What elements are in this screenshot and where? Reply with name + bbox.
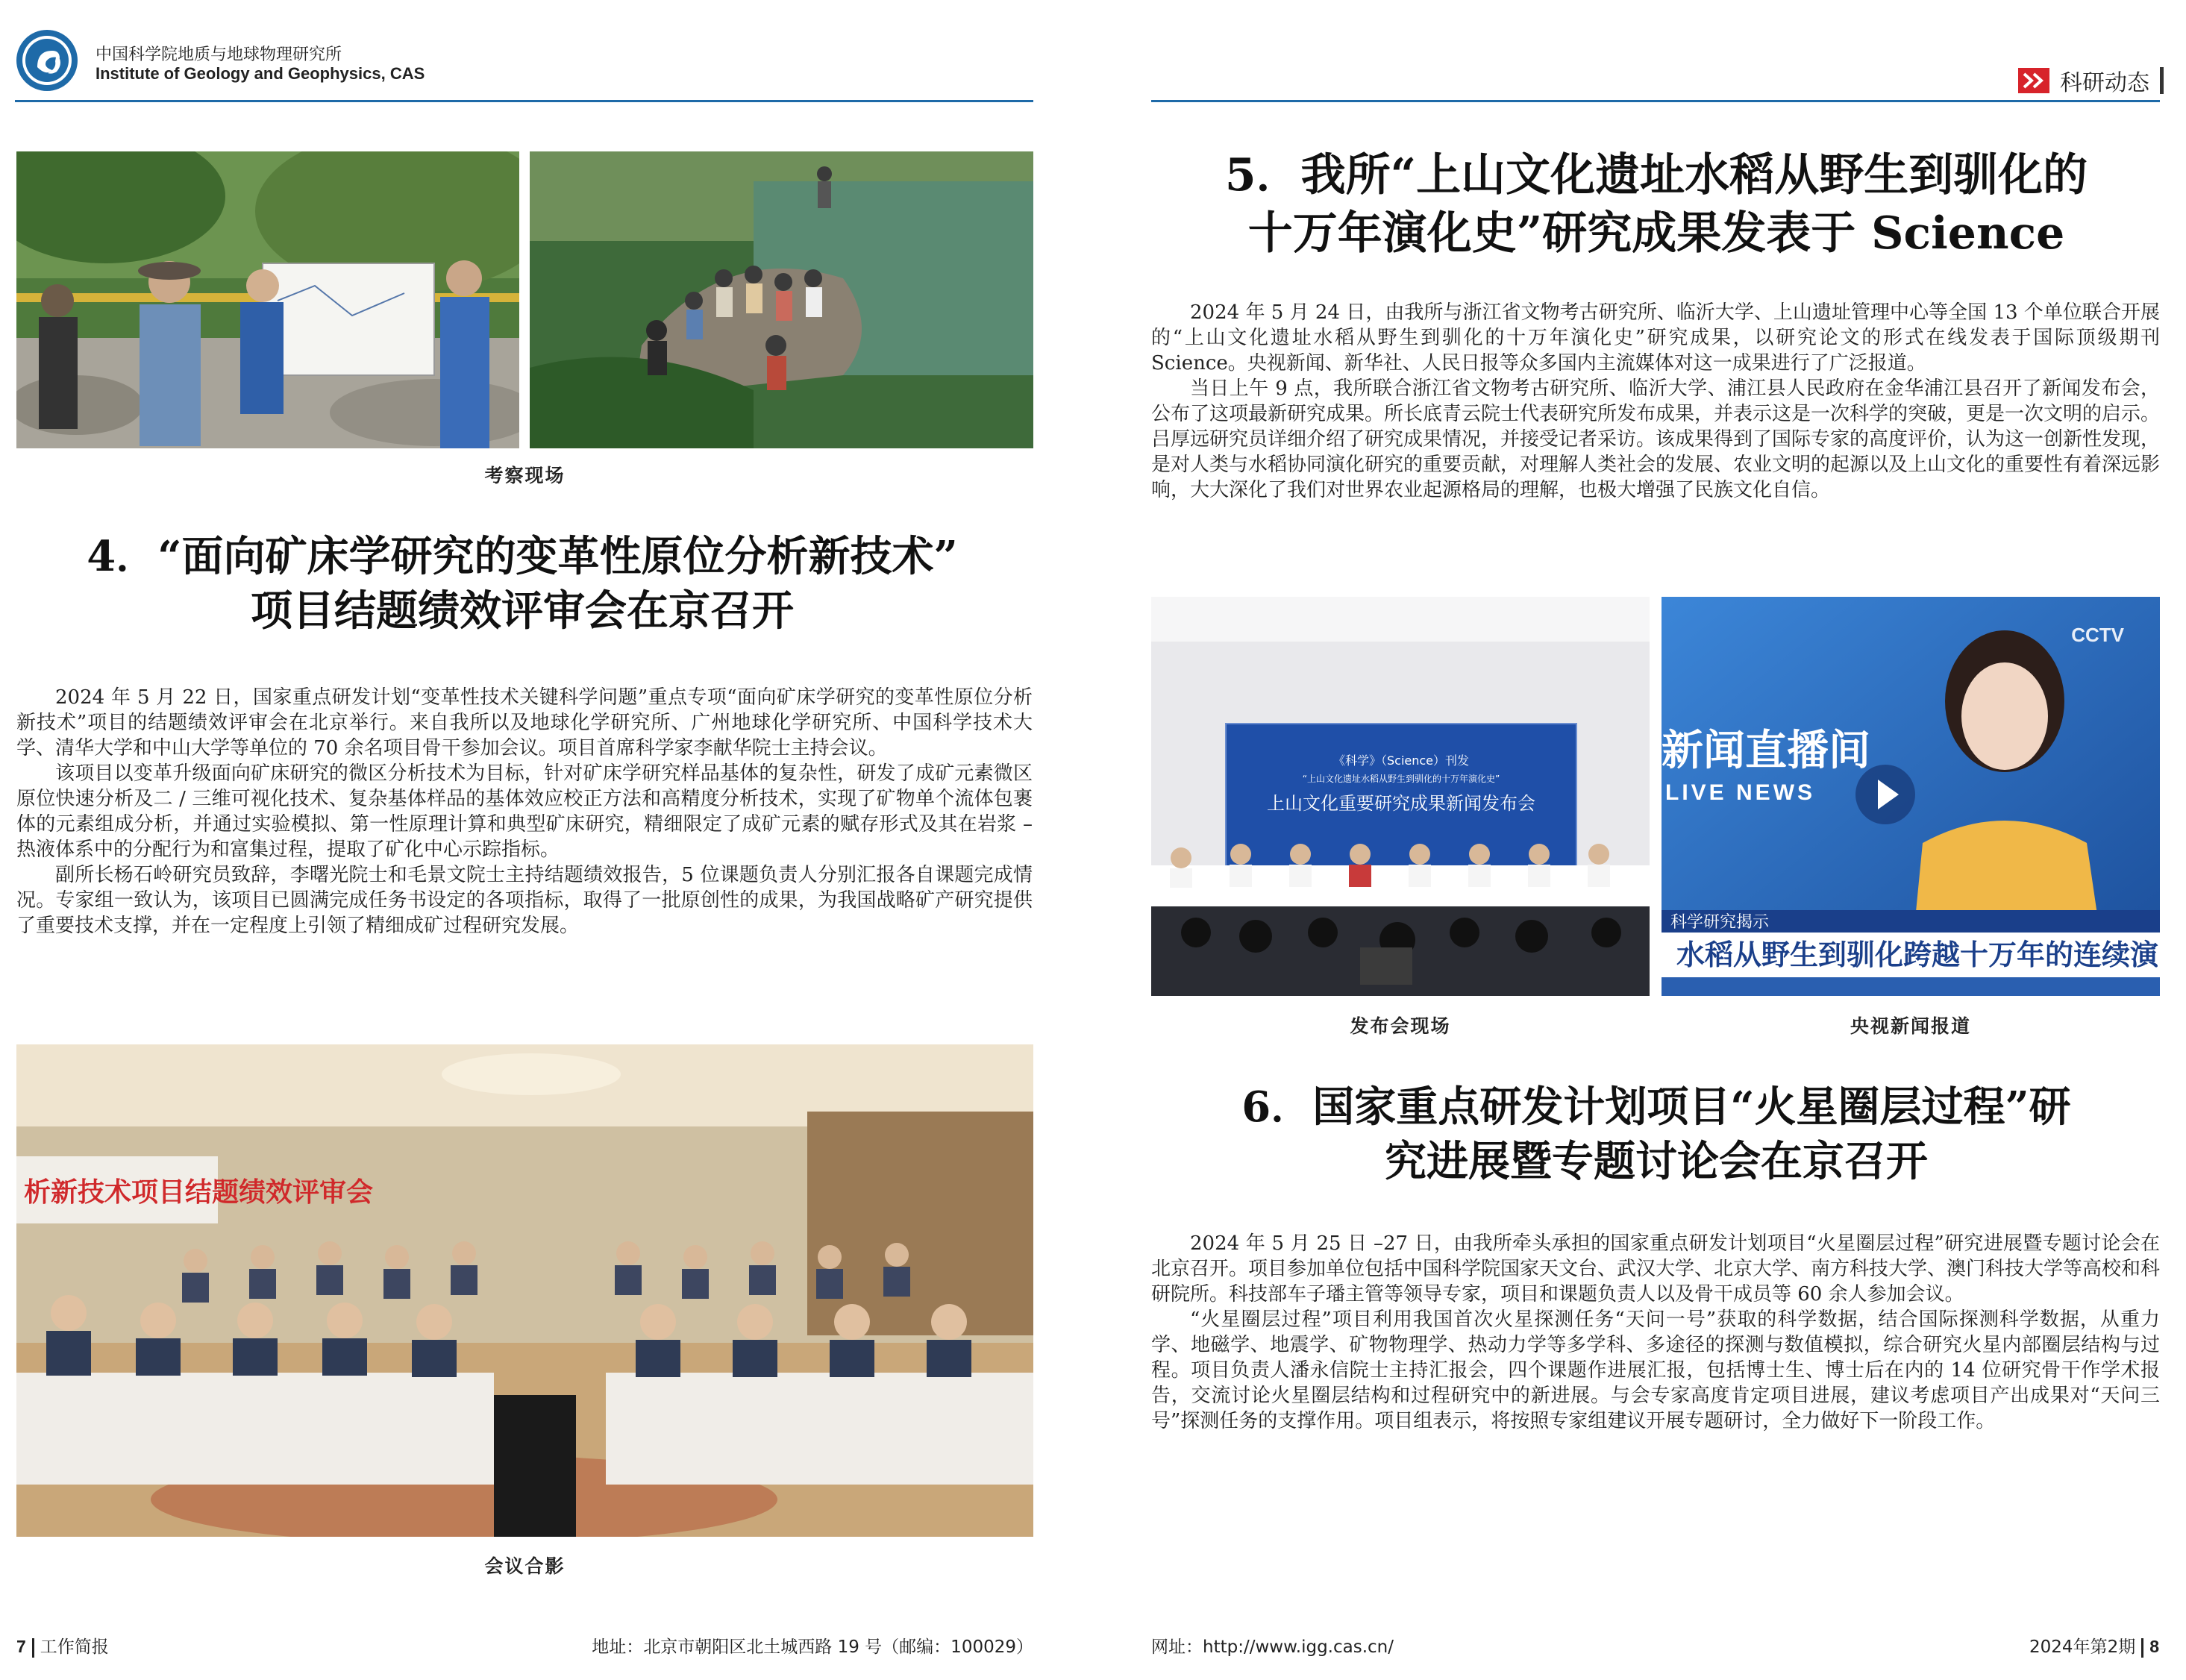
left-footer-page — [16, 1633, 109, 1658]
footer-address: 地址：北京市朝阳区北土城西路 19 号（邮编：100029） — [592, 1637, 1033, 1657]
article4-title-line2: 项目结题绩效评审会在京召开 — [251, 586, 794, 636]
caption-field-visit: 考察现场 — [484, 465, 566, 486]
caption-cctv-news: 央视新闻报道 — [1850, 1015, 1971, 1037]
page-number-left: 7 — [16, 1637, 26, 1656]
news-tag: 科学研究揭示 — [1670, 913, 1770, 932]
field-visit-photo-2 — [530, 151, 1033, 448]
cctv-brand: CCTV — [2071, 624, 2124, 646]
caption-group-photo: 会议合影 — [484, 1555, 566, 1577]
section-label: 科研动态 — [2060, 70, 2149, 96]
article4-paragraph: 2024 年 5 月 22 日，国家重点研发计划“变革性技术关键科学问题”重点专项“面向矿床学研究的变革性原位分析新技术”项目的结题绩效评审会在北京举行。来自我所以及地球化学研究所、广州地球化学研究所、中国科学技术大学、清华大学和中山大学等单位的 70 余名项目骨干参加会议。项目首席科学家李献华院士主持会议。 — [16, 686, 1033, 759]
caption-press-conference: 发布会现场 — [1350, 1015, 1451, 1037]
institute-name-en: Institute of Geology and Geophysics, CAS — [95, 64, 425, 83]
press-conference-photo — [1151, 597, 1650, 996]
section-tag — [2018, 64, 2164, 97]
article4-paragraph: 该项目以变革升级面向矿床研究的微区分析技术为目标，针对矿床学研究样品基体的复杂性，研发了成矿元素微区原位快速分析及二 / 三维可视化技术、复杂基体样品的基体效应校正方法和高精度分析技术，实现了矿物单个流体包裹体的元素组成分析，并通过实验模拟、第一性原理计算和典型矿床研究，精细限定了成矿元素的赋存形式及其在岩浆 – 热液体系中的分配行为和富集过程，提取了矿化中心示踪指标。 — [16, 762, 1033, 861]
article6-title-line2: 究进展暨专题讨论会在京召开 — [1385, 1136, 1928, 1186]
footer-divider — [32, 1638, 34, 1658]
article5-title — [1145, 146, 2167, 263]
live-news-en: LIVE NEWS — [1665, 780, 1816, 805]
article4-body — [16, 685, 1033, 938]
cctv-news-photo — [1662, 597, 2160, 996]
article5-title-line2: 十万年演化史”研究成果发表于 Science — [1247, 207, 2065, 260]
article4-paragraph: 副所长杨石岭研究员致辞，李曙光院士和毛景文院士主持结题绩效报告，5 位课题负责人分别汇报各自课题完成情况。专家组一致认为，该项目已圆满完成任务书设定的各项指标，取得了一批原创性的成果，为我国战略矿产研究提供了重要技术支撑，并在一定程度上引领了精细成矿过程研究发展。 — [16, 864, 1033, 937]
screen-line1: 《科学》（Science）刊发 — [1332, 753, 1470, 768]
footer-divider — [2141, 1638, 2143, 1658]
header-rule-right — [1151, 100, 2160, 102]
article5-title-line1: 5．我所“上山文化遗址水稻从野生到驯化的 — [1224, 149, 2088, 201]
article6-title-line1: 6．国家重点研发计划项目“火星圈层过程”研 — [1241, 1082, 2071, 1132]
institute-logo — [15, 28, 79, 93]
right-page — [1093, 0, 2186, 1680]
live-news-cn: 新闻直播间 — [1662, 727, 1870, 775]
article6-paragraph: “火星圈层过程”项目利用我国首次火星探测任务“天问一号”获取的科学数据，结合国际探测科学数据，从重力学、地磁学、地震学、矿物物理学、热动力学等多学科、多途径的探测与数值模拟，综合研究火星内部圈层结构与过程。项目负责人潘永信院士主持汇报会，四个课题作进展汇报，包括博士生、博士后在内的 14 位研究骨干作学术报告，交流讨论火星圈层结构和过程研究中的新进展。与会专家高度肯定项目进展，建议考虑项目产出成果对“天问三号”探测任务的支撑作用。项目组表示，将按照专家组建议开展专题研讨，全力做好下一阶段工作。 — [1151, 1308, 2160, 1432]
field-visit-photo-1 — [16, 151, 519, 448]
article5-paragraph: 当日上午 9 点，我所联合浙江省文物考古研究所、临沂大学、浦江县人民政府在金华浦江县召开了新闻发布会，公布了这项最新研究成果。所长底青云院士代表研究所发布成果，并表示这是一次科学的突破，更是一次文明的启示。吕厚远研究员详细介绍了研究成果情况，并接受记者采访。该成果得到了国际专家的高度评价，认为这一创新性发现，是对人类与水稻协同演化研究的重要贡献，对理解人类社会的发展、农业文明的起源以及上山文化的重要性有着深远影响，大大深化了我们对世界农业起源格局的理解，也极大增强了民族文化自信。 — [1151, 377, 2161, 501]
screen-line2: “上山文化遗址水稻从野生到驯化的十万年演化史” — [1302, 774, 1500, 784]
article4-title-line1: 4．“面向矿床学研究的变革性原位分析新技术” — [87, 532, 958, 581]
double-chevron-icon — [2018, 68, 2049, 93]
article6-paragraph: 2024 年 5 月 25 日 –27 日，由我所牵头承担的国家重点研发计划项目“火星圈层过程”研究进展暨专题讨论会在北京召开。项目参加单位包括中国科学院国家天文台、武汉大学、北京大学、南方科技大学、澳门科技大学等高校和科研院所。科技部车子璠主管等领导专家，项目和课题负责人以及骨干成员等 60 余人参加会议。 — [1151, 1232, 2161, 1306]
section-bar — [2160, 67, 2164, 94]
news-ticker: 水稻从野生到驯化跨越十万年的连续演 — [1676, 938, 2159, 971]
article4-title — [7, 530, 1037, 639]
footer-website: 网址：http://www.igg.cas.cn/ — [1151, 1637, 1394, 1657]
meeting-group-photo — [16, 1044, 1033, 1537]
right-footer-page — [2029, 1633, 2159, 1658]
article6-title — [1145, 1080, 2167, 1189]
issue-label: 2024年第2期 — [2029, 1637, 2136, 1657]
header-rule — [15, 100, 1033, 102]
page-number-right: 8 — [2149, 1637, 2159, 1656]
screen-title: 上山文化重要研究成果新闻发布会 — [1267, 793, 1535, 814]
institute-name-cn: 中国科学院地质与地球物理研究所 — [95, 46, 342, 64]
article6-body — [1151, 1231, 2160, 1434]
meeting-banner-text: 析新技术项目结题绩效评审会 — [24, 1177, 374, 1208]
article5-paragraph: 2024 年 5 月 24 日，由我所与浙江省文物考古研究所、临沂大学、上山遗址管理中心等全国 13 个单位联合开展的“上山文化遗址水稻从野生到驯化的十万年演化史”研究成果，以研究论文的形式在线发表于国际顶级期刊 Science。央视新闻、新华社、人民日报等众多国内主流媒体对这一成果进行了广泛报道。 — [1151, 301, 2160, 374]
article5-body — [1151, 300, 2160, 503]
publication-name: 工作简报 — [40, 1637, 109, 1657]
